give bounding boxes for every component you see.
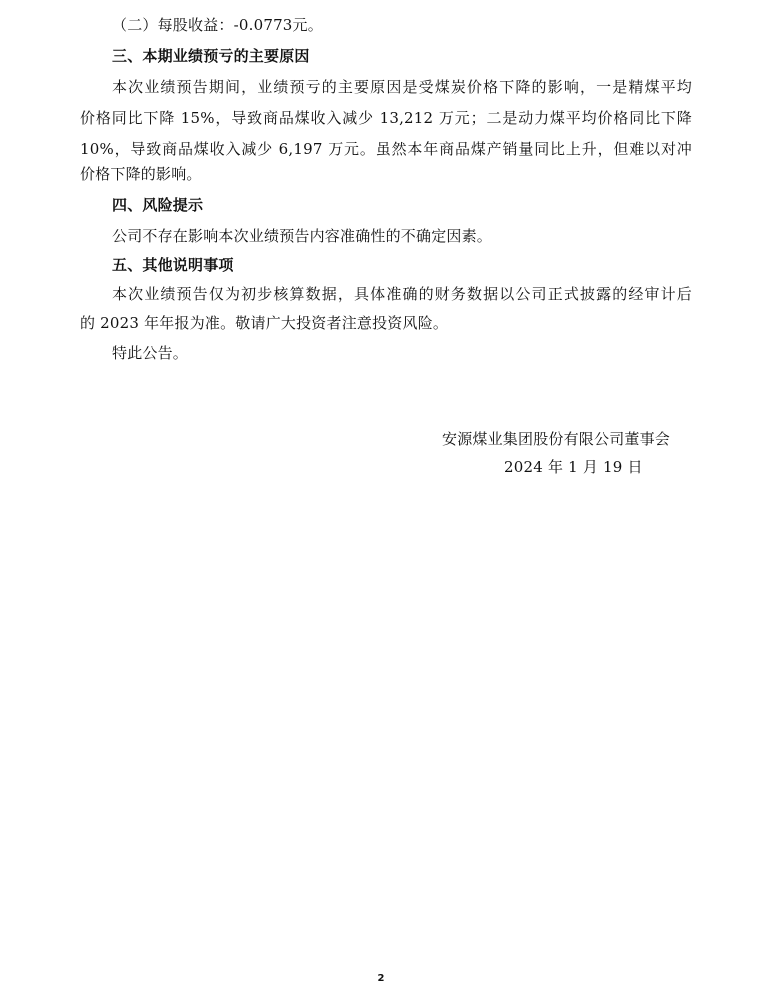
section-5-heading: 五、其他说明事项 <box>112 256 234 274</box>
section-3-line-1: 本次业绩预告期间，业绩预亏的主要原因是受煤炭价格下降的影响，一是精煤平均 <box>112 78 692 96</box>
section-3-heading: 三、本期业绩预亏的主要原因 <box>112 47 310 65</box>
section-3-line-4: 价格下降的影响。 <box>80 165 202 183</box>
section-3-line-3: 10%，导致商品煤收入减少 6,197 万元。虽然本年商品煤产销量同比上升，但难以对冲 <box>80 140 692 158</box>
section-5-line-1: 本次业绩预告仅为初步核算数据，具体准确的财务数据以公司正式披露的经审计后 <box>112 285 692 303</box>
closing-text: 特此公告。 <box>112 344 189 362</box>
section-4-heading: 四、风险提示 <box>112 196 204 214</box>
signature-company: 安源煤业集团股份有限公司董事会 <box>442 430 671 448</box>
signature-date: 2024 年 1 月 19 日 <box>504 458 643 476</box>
page-number: 2 <box>377 973 385 984</box>
section-5-line-2: 的 2023 年年报为准。敬请广大投资者注意投资风险。 <box>80 314 449 332</box>
section-4-line-1: 公司不存在影响本次业绩预告内容准确性的不确定因素。 <box>112 227 493 245</box>
eps-line: （二）每股收益：-0.0773元。 <box>112 16 323 34</box>
section-3-line-2: 价格同比下降 15%，导致商品煤收入减少 13,212 万元；二是动力煤平均价格同比下降 <box>80 109 692 127</box>
